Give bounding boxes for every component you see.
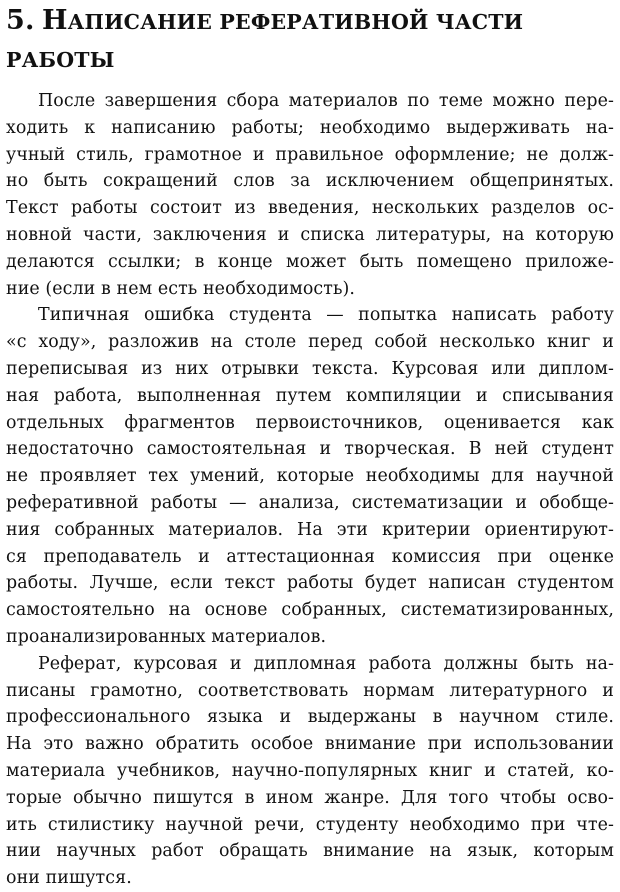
text-line: Типичная ошибка студента — попытка написать работу [38, 305, 614, 326]
heading-line2: РАБОТЫ [6, 48, 115, 72]
heading-first-letter: Н [41, 5, 68, 36]
text-line: ить стилистику научной речи, студенту необходимо при чте- [6, 814, 614, 835]
text-line: Реферат, курсовая и дипломная работа должны быть на- [38, 653, 614, 674]
text-line: отдельных фрагментов первоисточников, оценивается как [6, 412, 614, 433]
text-line: «с ходу», разложив на столе перед собой несколько книг и [6, 332, 614, 353]
text-line: ние (если в нем есть необходимость). [6, 278, 356, 299]
text-line: не проявляет тех умений, которые необходимы для научной [6, 466, 614, 487]
document-page [6, 2, 614, 889]
text-line: делаются ссылки; в конце может быть помещено приложе- [6, 251, 614, 272]
text-line: недостаточно самостоятельная и творческая. В ней студент [6, 439, 614, 460]
text-line: самостоятельно на основе собранных, систематизированных, [6, 600, 614, 621]
text-line: профессионального языка и выдержаны в научном стиле. [6, 707, 614, 728]
text-line: нии научных работ обращать внимание на язык, которым [6, 841, 614, 862]
body-text [6, 88, 614, 892]
text-line: ния собранных материалов. На эти критерии ориентируют- [6, 519, 614, 540]
section-heading [6, 2, 614, 79]
text-line: они пишутся. [6, 868, 132, 889]
text-line: На это важно обратить особое внимание при использовании [6, 734, 614, 755]
text-line: После завершения сбора материалов по теме можно пере- [38, 91, 614, 111]
paragraph [6, 302, 614, 650]
text-line: реферативной работы — анализа, систематизации и обобще- [6, 492, 614, 513]
text-line: но быть сокращений слов за исключением общепринятых. [6, 171, 614, 192]
text-line: новной части, заключения и списка литературы, на которую [6, 224, 614, 245]
text-line: переписывая из них отрывки текста. Курсовая или диплом- [6, 358, 614, 379]
section-number: 5. [6, 5, 35, 36]
paragraph [6, 88, 614, 302]
text-line: материала учебников, научно-популярных книг и статей, ко- [6, 760, 614, 781]
text-line: работы. Лучше, если текст работы будет написан студентом [6, 573, 614, 594]
text-line: ная работа, выполненная путем компиляции и списывания [6, 385, 614, 406]
text-line: проанализированных материалов. [6, 626, 327, 647]
heading-line1-rest: АПИСАНИЕ РЕФЕРАТИВНОЙ ЧАСТИ [67, 10, 524, 34]
text-line: ся преподаватель и аттестационная комиссия при оценке [6, 546, 614, 567]
text-line: ходить к написанию работы; необходимо выдерживать на- [6, 117, 614, 138]
text-line: писаны грамотно, соответствовать нормам литературного и [6, 680, 614, 701]
text-line: торые обычно пишутся в ином жанре. Для того чтобы осво- [6, 787, 614, 808]
text-line: учный стиль, грамотное и правильное оформление; не долж- [6, 144, 614, 165]
text-line: Текст работы состоит из введения, нескольких разделов ос- [6, 198, 614, 219]
